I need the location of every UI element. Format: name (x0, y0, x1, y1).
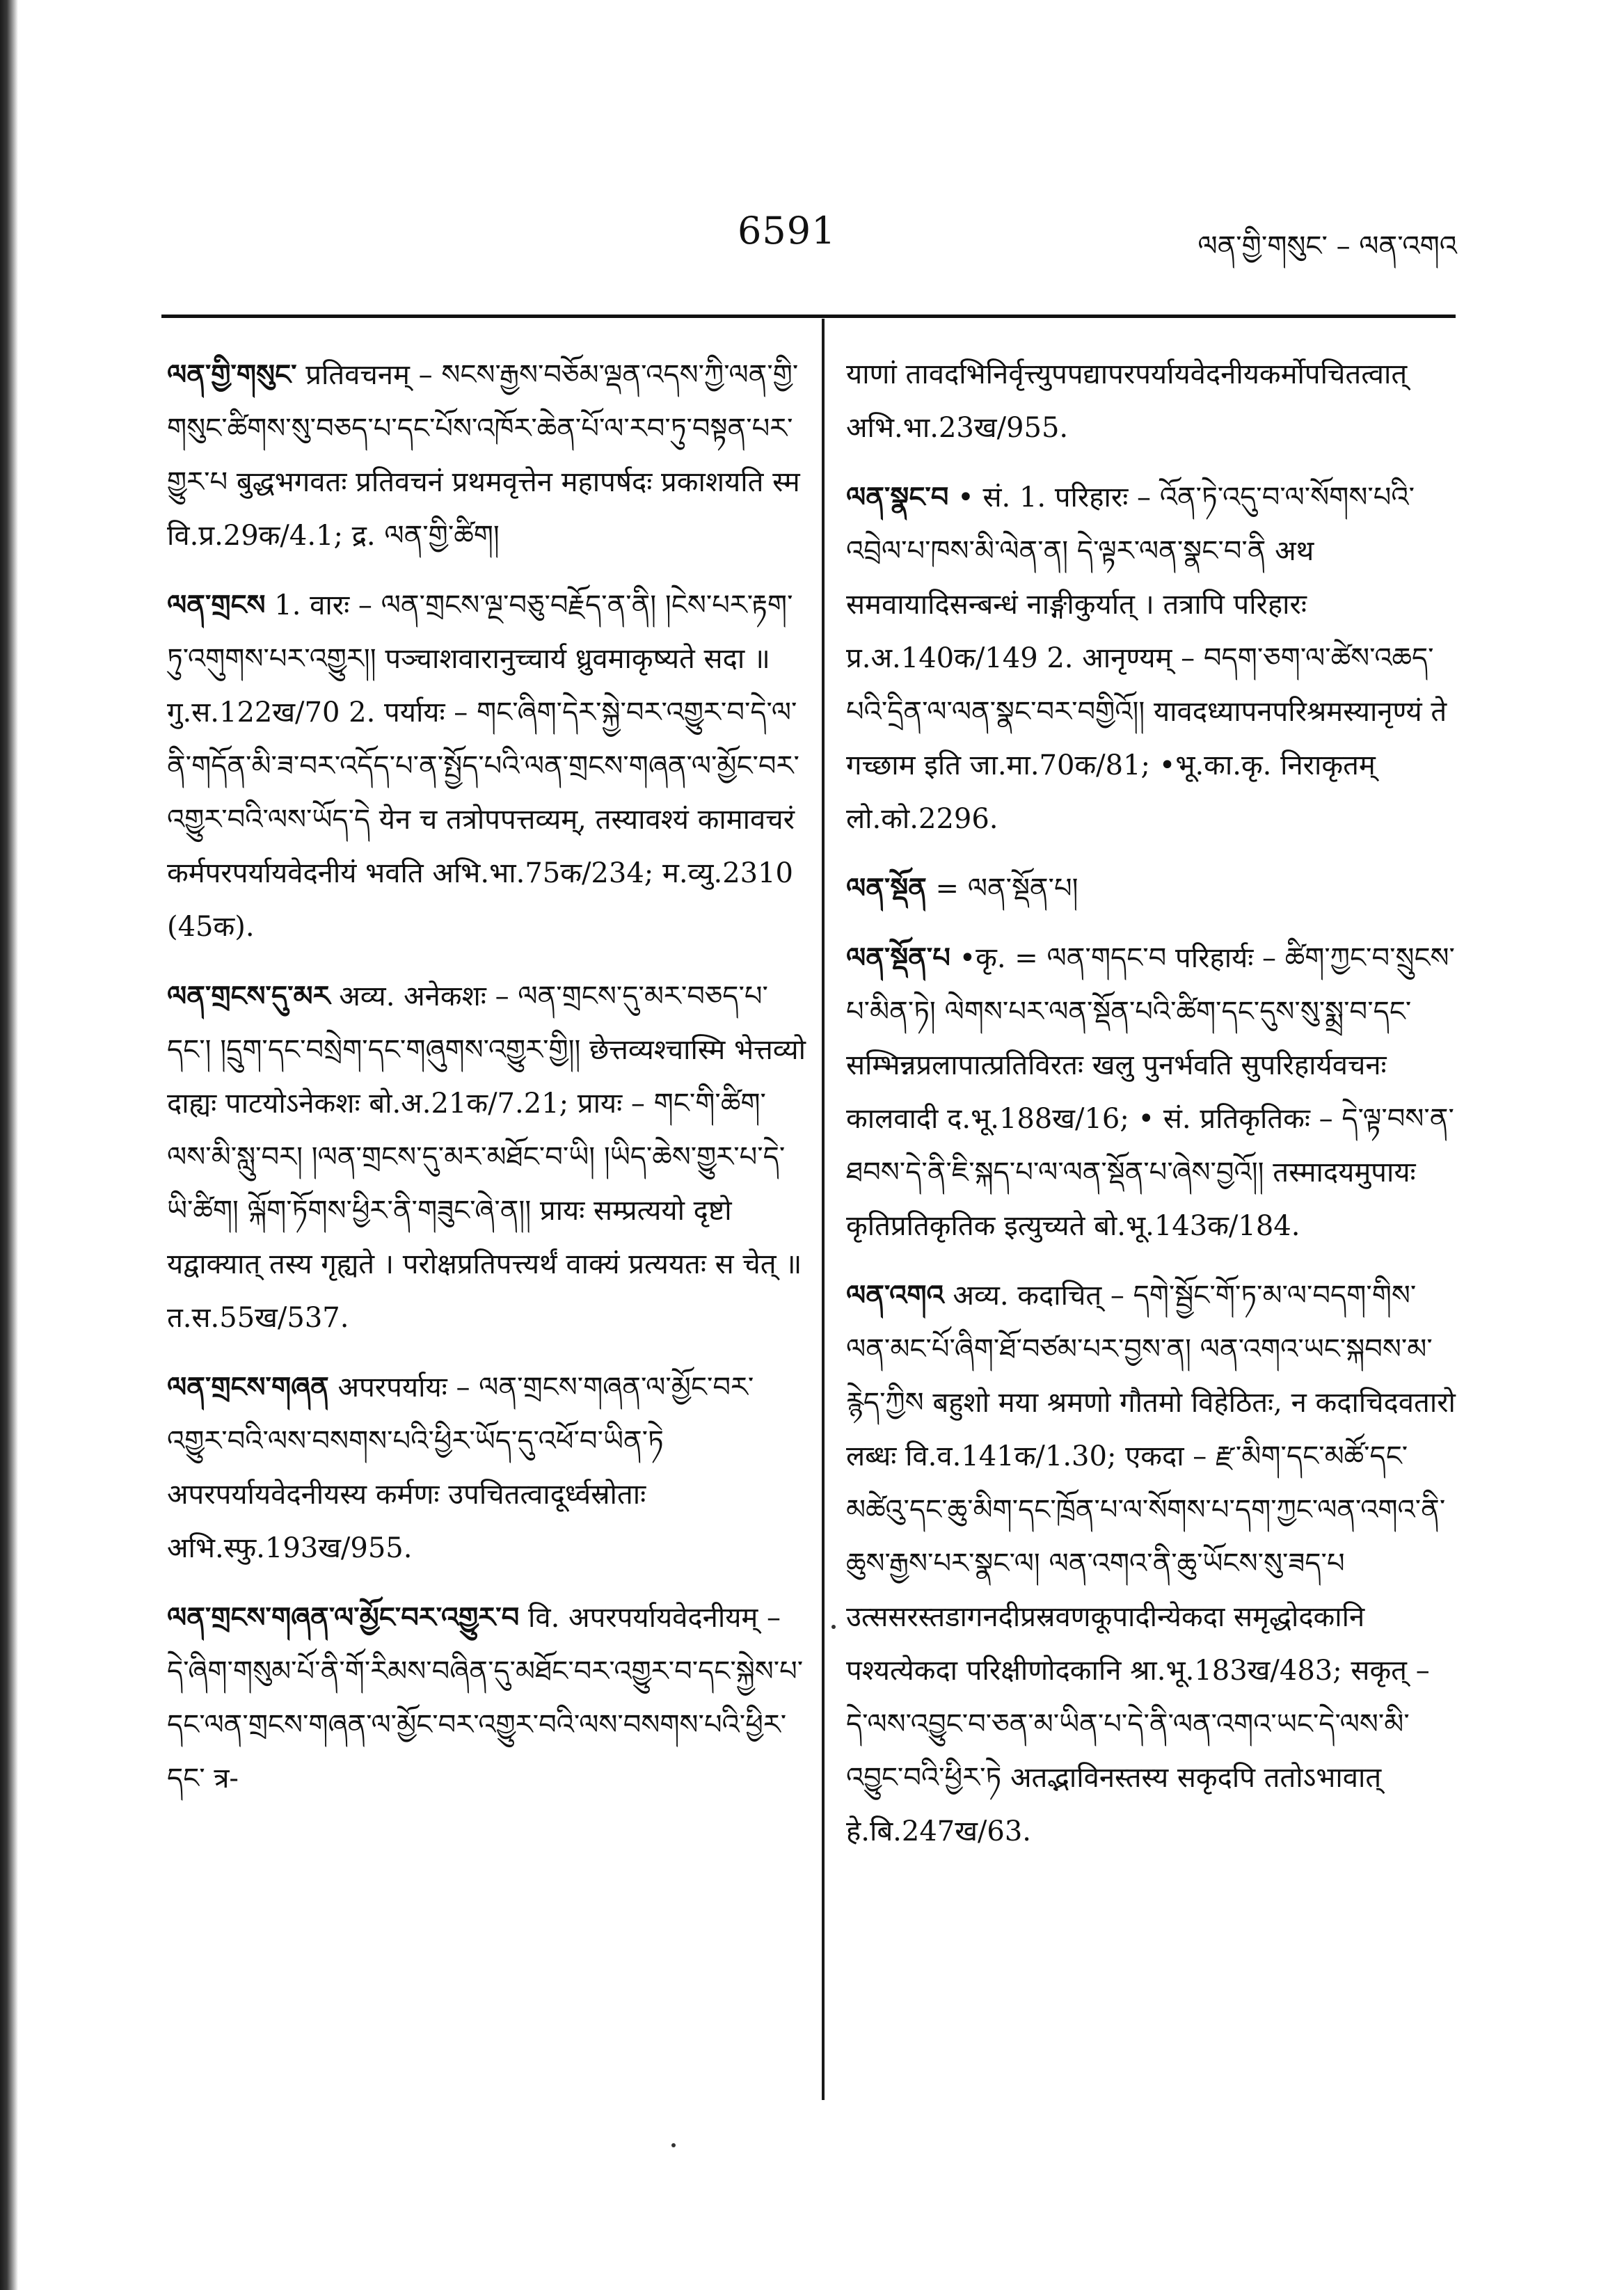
entry-headword: ལན་སྡོན་པ (846, 941, 950, 974)
entry-text: प्रतिवचनम् – སངས་རྒྱས་བཅོམ་ལྡན་འདས་ཀྱི་ལན་གྱི་གསུང་ཚིགས་སུ་བཅད་པ་དང་པོས་འཁོར་ཆེན་པོ་ལ་རབ་ཏུ་བསྟན་པར་གྱུར་པ बुद्धभगवतः प्रतिवचनं प्रथमवृत्तेन महापर्षदः प्रकाशयति स्म वि.प्र.29क/4.1; द्र. ལན་གྱི་ཚིག། (167, 359, 800, 552)
dictionary-entry (846, 861, 1458, 916)
entry-headword: ལན་སྡོན (846, 872, 927, 905)
dictionary-entry (167, 969, 807, 1345)
entry-headword: ལན་སྣང་བ (846, 481, 949, 514)
dictionary-entry (167, 1360, 807, 1575)
entry-text: याणां तावदभिनिर्वृत्त्युपपद्यापरपर्यायवेदनीयकर्मोपचितत्वात् अभि.भा.23ख/955. (846, 358, 1408, 444)
entry-text: अव्य. अनेकशः – ལན་གྲངས་དུ་མར་བཅད་པ་དང་། །དྲུག་དང་བསྲེག་དང་གཞུགས་འགྱུར་གྱི།། छेत्तव्यश्चास्मि भेत्तव्यो दाह्यः पाटयोऽनेकशः बो.अ.21क/7.21; प्रायः – གང་གི་ཚིག་ལས་མི་སླུ་བར། །ལན་གྲངས་དུ་མར་མཐོང་བ་ཡི། །ཡིད་ཆེས་གྱུར་པ་དེ་ཡི་ཚིག། ལྐོག་ཏོགས་ཕྱིར་ནི་གཟུང་ཞེ་ན།། प्रायः सम्प्रत्ययो दृष्टो यद्वाक्यात् तस्य गृह्यते । परोक्षप्रतिपत्त्यर्थं वाक्यं प्रत्ययतः स चेत् ॥ त.स.55ख/537. (167, 980, 806, 1334)
left-column (167, 348, 807, 1821)
dictionary-entry (167, 578, 807, 954)
dictionary-entry-continuation (846, 348, 1458, 455)
dictionary-entry (167, 348, 807, 563)
running-head: ལན་གྱི་གསུང་ – ལན་འགའ (1197, 230, 1457, 262)
print-speck (671, 2143, 676, 2147)
print-speck (831, 1625, 836, 1629)
dictionary-entry (846, 931, 1458, 1253)
entry-headword: ལན་གྲངས་གཞན (167, 1371, 329, 1404)
entry-text: = ལན་སྡོན་པ། (935, 873, 1078, 905)
entry-text: वि. अपरपर्यायवेदनीयम् – དེ་ཞིག་གསུམ་པོ་ནི་གོ་རིམས་བཞིན་དུ་མཐོང་བར་འགྱུར་བ་དང་སྐྱེས་པ་དང་ལན་གྲངས་གཞན་ལ་མྱོང་བར་འགྱུར་བའི་ལས་བསགས་པའི་ཕྱིར་དང་ त्र- (167, 1602, 804, 1795)
entry-headword: ལན་གྲངས་གཞན་ལ་མྱོང་བར་འགྱུར་བ (167, 1601, 520, 1634)
entry-headword: ལན་གྱི་གསུང་ (167, 358, 297, 391)
page-number: 6591 (738, 209, 836, 253)
entry-text: अव्य. कदाचित् – དགེ་སྦྱོང་གོ་ཏ་མ་ལ་བདག་གིས་ལན་མང་པོ་ཞིག་ཐོ་བཙམ་པར་བྱས་ན། ལན་འགའ་ཡང་སྐབས་མ་རྙེད་ཀྱིས बहुशो मया श्रमणो गौतमो विहेठितः, न कदाचिदवतारो लब्धः वि.व.141क/1.30; एकदा – རྫ་མིག་དང་མཚོ་དང་མཚེའུ་དང་ཆུ་མིག་དང་ཁྲོན་པ་ལ་སོགས་པ་དག་ཀྱང་ལན་འགའ་ནི་ཆུས་རྒྱས་པར་སྣང་ལ། ལན་འགའ་ནི་ཆུ་ཡོངས་སུ་ཟད་པ उत्ससरस्तडागनदीप्रस्रवणकूपादीन्येकदा समृद्धोदकानि पश्यत्येकदा परिक्षीणोदकानि श्रा.भू.183ख/483; सकृत् – དེ་ལས་འབྱུང་བ་ཅན་མ་ཡིན་པ་དེ་ནི་ལན་འགའ་ཡང་དེ་ལས་མི་འབྱུང་བའི་ཕྱིར་ཏེ अतद्भाविनस्तस्य सकृदपि ततोऽभावात् हे.बि.247ख/63. (846, 1280, 1456, 1847)
entry-text: अपरपर्यायः – ལན་གྲངས་གཞན་ལ་མྱོང་བར་འགྱུར་བའི་ལས་བསགས་པའི་ཕྱིར་ཡོད་དུ་འཕོ་བ་ཡིན་ཏེ अपरपर्यायवेदनीयस्य कर्मणः उपचितत्वादूर्ध्वस्रोताः अभि.स्फु.193ख/955. (167, 1371, 754, 1564)
dictionary-entry (167, 1591, 807, 1806)
entry-headword: ལན་འགའ (846, 1279, 944, 1312)
page-edge-shadow (0, 0, 18, 2290)
dictionary-entry (846, 1269, 1458, 1859)
entry-headword: ལན་གྲངས (167, 589, 266, 621)
entry-text: • सं. 1. परिहारः – འོན་ཏེ་འདུ་བ་ལ་སོགས་པའི་འབྲེལ་པ་ཁས་མི་ལེན་ན། དེ་ལྟར་ལན་སྣང་བ་ནི अथ समवायादिसन्बन्धं नाङ्गीकुर्यात् । तत्रापि परिहारः प्र.अ.140क/149 2. आनृण्यम् – བདག་ཅག་ལ་ཚེས་འཆད་པའི་དྲིན་ལ་ལན་སྣང་བར་བགྱིའོ།། यावदध्यापनपरिश्रमस्यानृण्यं ते गच्छाम इति जा.मा.70क/81; •भू.का.कृ. निराकृतम् लो.को.2296. (846, 482, 1447, 835)
right-column (846, 348, 1458, 1874)
dictionary-entry (846, 470, 1458, 846)
entry-text: 1. वारः – ལན་གྲངས་ལྔ་བཅུ་བརྗོད་ན་ནི། །ངེས་པར་རྟག་ཏུ་འགུགས་པར་འགྱུར།། पञ्चाशवारानुच्चार्य ध्रुवमाकृष्यते सदा ॥ गु.स.122ख/70 2. पर्यायः – གང་ཞིག་དེར་སྐྱེ་བར་འགྱུར་བ་དེ་ལ་ནི་གདོན་མི་ཟ་བར་འདོད་པ་ན་སྤྱོད་པའི་ལན་གྲངས་གཞན་ལ་མྱོང་བར་འགྱུར་བའི་ལས་ཡོད་དེ येन च तत्रोपपत्तव्यम्, तस्यावश्यं कामावचरं कर्मपरपर्यायवेदनीयं भवति अभि.भा.75क/234; म.व्यु.2310 (45क). (167, 589, 799, 943)
column-divider (822, 319, 825, 2100)
header-rule (161, 315, 1456, 318)
entry-headword: ལན་གྲངས་དུ་མར (167, 980, 331, 1012)
entry-text: •कृ. = ལན་གདང་བ परिहार्यः – ཚིག་ཀྱང་བ་སྲུངས་པ་མིན་ཏེ། ལེགས་པར་ལན་སྡོན་པའི་ཚིག་དང་དུས་སུ་སྨྲ་བ་དང་ सम्भिन्नप्रलापात्प्रतिविरतः खलु पुनर्भवति सुपरिहार्यवचनः कालवादी द.भू.188ख/16; • सं. प्रतिकृतिकः – དེ་ལྟ་བས་ན་ཐབས་དེ་ནི་ཇི་སྐད་པ་ལ་ལན་སྡོན་པ་ཞེས་བྱའོ།། तस्मादयमुपायः कृतिप्रतिकृतिक इत्युच्यते बो.भू.143क/184. (846, 942, 1455, 1242)
